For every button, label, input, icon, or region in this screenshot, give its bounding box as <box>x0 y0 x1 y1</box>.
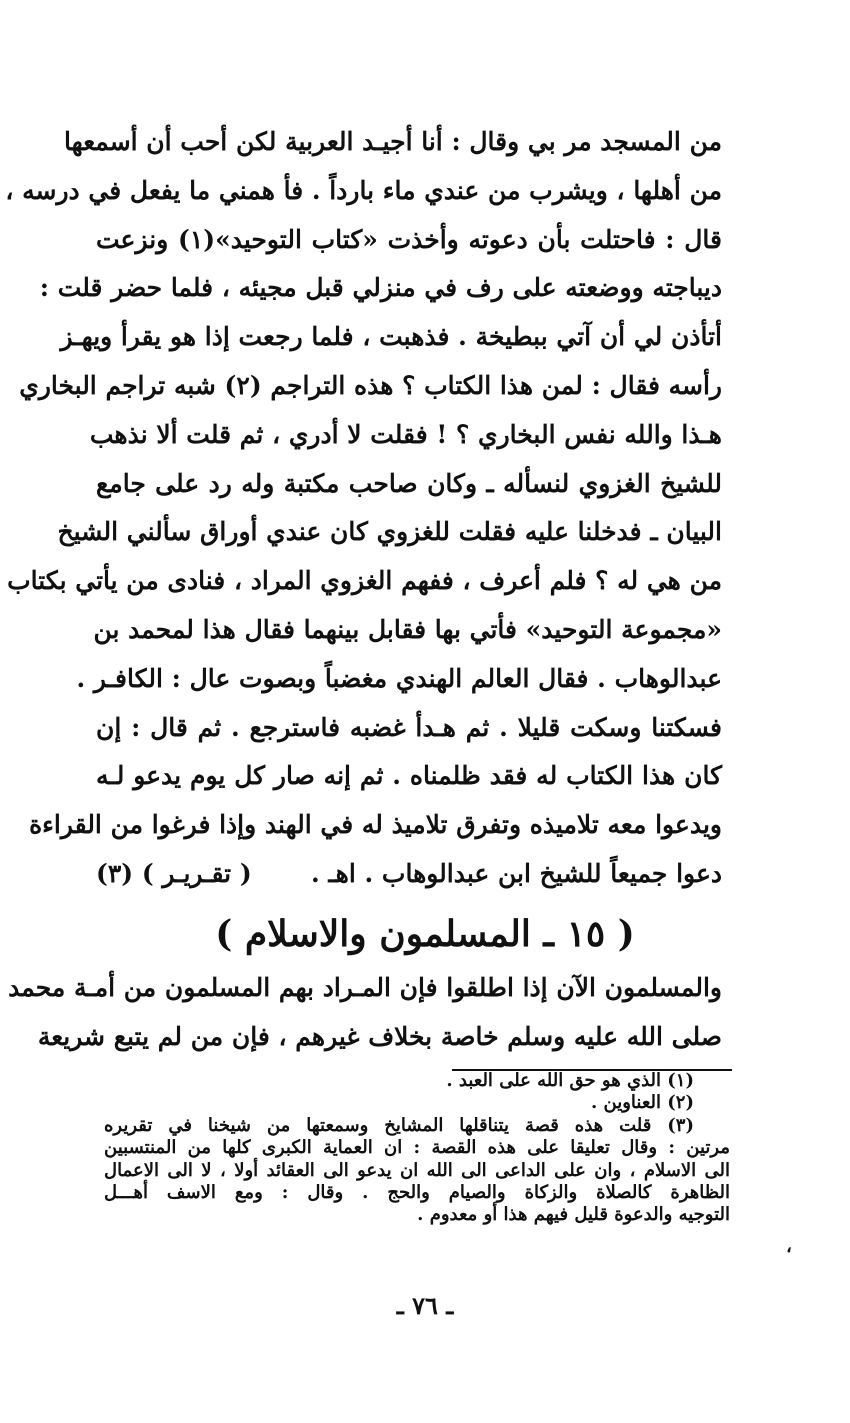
footnote-item: (٣) قلت هذه قصة يتناقلها المشايخ وسمعتها من شيخنا في تقريره <box>104 1114 694 1136</box>
text-line: صلى الله عليه وسلم خاصة بخلاف غيرهم ، فإن من لم يتبع شريعة <box>37 1021 722 1051</box>
text-line: قال : فاحتلت بأن دعوته وأخذت «كتاب التوحيد»(١) ونزعت <box>96 224 722 254</box>
text-line: من هي له ؟ فلم أعرف ، ففهم الغزوي المراد ، فنادى من يأتي بكتاب <box>7 566 722 596</box>
closing-line <box>96 850 722 899</box>
footnote-line: الظاهرة كالصلاة والزكاة والصيام والحج . وقال : ومع الاسف أهـــل <box>104 1181 730 1203</box>
footnotes-block <box>104 1070 730 1227</box>
citation-reference: ( تقـريـر ) (٣) <box>96 858 252 888</box>
section-heading: ( ١٥ ـ المسلمون والاسلام ) <box>215 913 635 955</box>
text-line: أتأذن لي أن آتي ببطيخة . فذهبت ، فلما رجعت إذا هو يقرأ ويهـز <box>60 322 722 352</box>
section-text-block <box>8 964 722 1062</box>
text-line: كان هذا الكتاب له فقد ظلمناه . ثم إنه صار كل يوم يدعو لـه <box>96 761 722 791</box>
text-line: للشيخ الغزوي لنسأله ـ وكان صاحب مكتبة وله رد على جامع <box>96 468 722 498</box>
text-line: عبدالوهاب . فقال العالم الهندي مغضباً وبصوت عال : الكافـر . <box>76 663 722 693</box>
main-text-block <box>5 118 722 899</box>
footnote-line: التوجيه والدعوة قليل فيهم هذا أو معدوم . <box>417 1204 730 1226</box>
text-line: هـذا والله نفس البخاري ؟ ! فقلت لا أدري ، ثم قلت ألا نذهب <box>89 419 722 449</box>
text-line: من المسجد مر بي وقال : أنا أجيـد العربية لكن أحب أن أسمعها <box>64 127 722 156</box>
text-line: والمسلمون الآن إذا اطلقوا فإن المـراد بهم المسلمون من أمـة محمد <box>8 973 722 1002</box>
footnote-line: مرتين : وقال تعليقا على هذه القصة : ان العماية الكبرى كلها من المنتسبين <box>104 1137 730 1159</box>
text-line: رأسه فقال : لمن هذا الكتاب ؟ هذه التراجم (٢) شبه تراجم البخاري <box>19 370 722 400</box>
text-line: ديباجته ووضعته على رف في منزلي قبل مجيئه ، فلما حضر قلت : <box>39 273 722 303</box>
footnote-item: (١) الذي هو حق الله على العبد . <box>446 1070 694 1091</box>
footnote-item: (٢) العناوين . <box>590 1092 694 1114</box>
text-line: من أهلها ، ويشرب من عندي ماء بارداً . فأ همني ما يفعل في درسه ، <box>5 175 722 205</box>
page-number: ـ ٧٦ ـ <box>396 1291 454 1320</box>
closing-text: دعوا جميعاً للشيخ ابن عبدالوهاب . اهـ . <box>310 858 722 888</box>
text-line: البيان ـ فدخلنا عليه فقلت للغزوي كان عندي أوراق سألني الشيخ <box>57 517 722 547</box>
text-line: «مجموعة التوحيد» فأتي بها فقابل بينهما فقال هذا لمحمد بن <box>93 614 722 644</box>
text-line: فسكتنا وسكت قليلا . ثم هـدأ غضبه فاسترجع . ثم قال : إن <box>96 712 722 742</box>
margin-mark: ، <box>786 1236 792 1257</box>
text-line: ويدعوا معه تلاميذه وتفرق تلاميذ له في الهند وإذا فرغوا من القراءة <box>29 810 722 840</box>
footnote-line: الى الاسلام ، وان على الداعى الى الله ان يدعو الى العقائد أولا ، لا الى الاعمال <box>104 1159 730 1181</box>
